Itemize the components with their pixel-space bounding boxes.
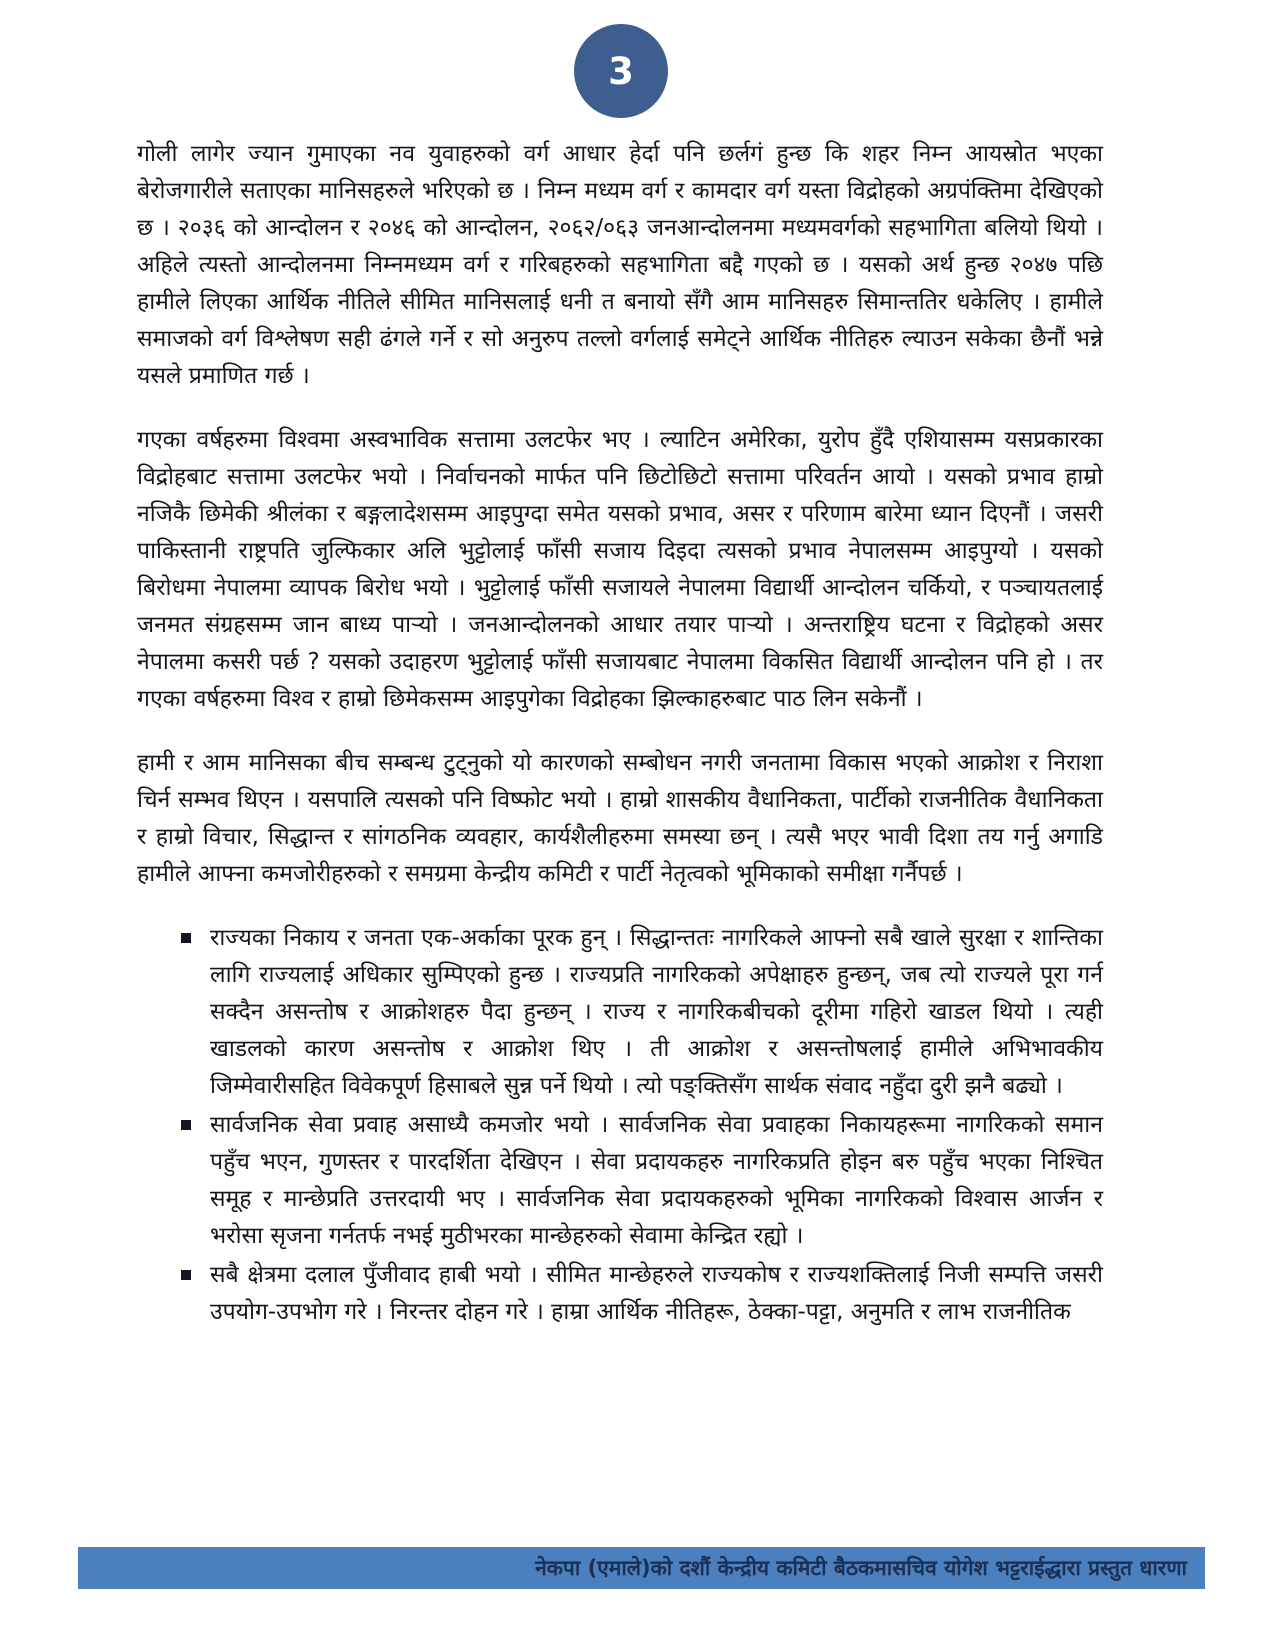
bullet-square-icon <box>181 1120 191 1130</box>
body-paragraph-3: हामी र आम मानिसका बीच सम्बन्ध टुट्नुको यो कारणको सम्बोधन नगरी जनतामा विकास भएको आक्रोश र निराशा चिर्न सम्भव थिएन । यसपालि त्यसको पनि विष्फोट भयो । हाम्रो शासकीय वैधानिकता, पार्टीको राजनीतिक वैधानिकता र हाम्रो विचार, सिद्धान्त र सांगठनिक व्यवहार, कार्यशैलीहरुमा समस्या छन् । त्यसै भएर भावी दिशा तय गर्नु अगाडि हामीले आफ्ना कमजोरीहरुको र समग्रमा केन्द्रीय कमिटी र पार्टी नेतृत्वको भूमिकाको समीक्षा गर्नैपर्छ । <box>137 750 1103 887</box>
bullet-text: राज्यका निकाय र जनता एक-अर्काका पूरक हुन् । सिद्धान्ततः नागरिकले आफ्नो सबै खाले सुरक्षा र शान्तिका लागि राज्यलाई अधिकार सुम्पिएको हुन्छ । राज्यप्रति नागरिकको अपेक्षाहरु हुन्छन्, जब त्यो राज्यले पूरा गर्न सक्दैन असन्तोष र आक्रोशहरु पैदा हुन्छन् । राज्य र नागरिकबीचको दूरीमा गहिरो खाडल थियो । त्यही खाडलको कारण असन्तोष र आक्रोश थिए । ती आक्रोश र असन्तोषलाई हामीले अभिभावकीय जिम्मेवारीसहित विवेकपूर्ण हिसाबले सुन्न पर्ने थियो । त्यो पङ्क्तिसँग सार्थक संवाद नहुँदा दुरी झनै बढ्यो । <box>210 925 1103 1099</box>
bullet-text: सार्वजनिक सेवा प्रवाह असाध्यै कमजोर भयो । सार्वजनिक सेवा प्रवाहका निकायहरूमा नागरिकको समान पहुँच भएन, गुणस्तर र पारदर्शिता देखिएन । सेवा प्रदायकहरु नागरिकप्रति होइन बरु पहुँच भएका निश्चित समूह र मान्छेप्रति उत्तरदायी भए । सार्वजनिक सेवा प्रदायकहरुको भूमिका नागरिकको विश्वास आर्जन र भरोसा सृजना गर्नतर्फ नभई मुठीभरका मान्छेहरुको सेवामा केन्द्रित रह्यो । <box>210 1112 1103 1249</box>
footer-text: नेकपा (एमाले)को दशौं केन्द्रीय कमिटी बैठकमासचिव योगेश भट्टराईद्धारा प्रस्तुत धारणा <box>535 1556 1187 1580</box>
body-paragraph-2: गएका वर्षहरुमा विश्वमा अस्वभाविक सत्तामा उलटफेर भए । ल्याटिन अमेरिका, युरोप हुँदै एशियासम्म यसप्रकारका विद्रोहबाट सत्तामा उलटफेर भयो । निर्वाचनको मार्फत पनि छिटोछिटो सत्तामा परिवर्तन आयो । यसको प्रभाव हाम्रो नजिकै छिमेकी श्रीलंका र बङ्गलादेशसम्म आइपुग्दा समेत यसको प्रभाव, असर र परिणाम बारेमा ध्यान दिएनौं । जसरी पाकिस्तानी राष्ट्रपति जुल्फिकार अलि भुट्टोलाई फाँसी सजाय दिइदा त्यसको प्रभाव नेपालसम्म आइपुग्यो । यसको बिरोधमा नेपालमा व्यापक बिरोध भयो । भुट्टोलाई फाँसी सजायले नेपालमा विद्यार्थी आन्दोलन चर्कियो, र पञ्चायतलाई जनमत संग्रहसम्म जान बाध्य पार्‍यो । जनआन्दोलनको आधार तयार पार्‍यो । अन्तराष्ट्रिय घटना र विद्रोहको असर नेपालमा कसरी पर्छ ? यसको उदाहरण भुट्टोलाई फाँसी सजायबाट नेपालमा विकसित विद्यार्थी आन्दोलन पनि हो । तर गएका वर्षहरुमा विश्व र हाम्रो छिमेकसम्म आइपुगेका विद्रोहका झिल्काहरुबाट पाठ लिन सकेनौं । <box>137 427 1103 712</box>
footer-bar <box>78 1547 1205 1589</box>
list-item <box>137 1257 1103 1331</box>
bullet-list <box>137 920 1103 1331</box>
list-item <box>137 1107 1103 1255</box>
bullet-square-icon <box>181 933 191 943</box>
bullet-text: सबै क्षेत्रमा दलाल पुँजीवाद हाबी भयो । सीमित मान्छेहरुले राज्यकोष र राज्यशक्तिलाई निजी सम्पत्ति जसरी उपयोग-उपभोग गरे । निरन्तर दोहन गरे । हाम्रा आर्थिक नीतिहरू, ठेक्का-पट्टा, अनुमति र लाभ राजनीतिक <box>210 1262 1103 1325</box>
page-number: 3 <box>608 49 634 93</box>
bullet-square-icon <box>181 1270 191 1280</box>
body-paragraph-1: गोली लागेर ज्यान गुमाएका नव युवाहरुको वर्ग आधार हेर्दा पनि छर्लगं हुन्छ कि शहर निम्न आयस्रोत भएका बेरोजगारीले सताएका मानिसहरुले भरिएको छ । निम्न मध्यम वर्ग र कामदार वर्ग यस्ता विद्रोहको अग्रपंक्तिमा देखिएको छ । २०३६ को आन्दोलन र २०४६ को आन्दोलन, २०६२/०६३ जनआन्दोलनमा मध्यमवर्गको सहभागिता बलियो थियो । अहिले त्यस्तो आन्दोलनमा निम्नमध्यम वर्ग र गरिबहरुको सहभागिता बद्दै गएको छ । यसको अर्थ हुन्छ २०४७ पछि हामीले लिएका आर्थिक नीतिले सीमित मानिसलाई धनी त बनायो सँगै आम मानिसहरु सिमान्ततिर धकेलिए । हामीले समाजको वर्ग विश्लेषण सही ढंगले गर्ने र सो अनुरुप तल्लो वर्गलाई समेट्ने आर्थिक नीतिहरु ल्याउन सकेका छैनौं भन्ने यसले प्रमाणित गर्छ । <box>137 141 1103 389</box>
page-body <box>137 136 1103 1333</box>
page-number-badge <box>574 24 668 118</box>
list-item <box>137 920 1103 1105</box>
